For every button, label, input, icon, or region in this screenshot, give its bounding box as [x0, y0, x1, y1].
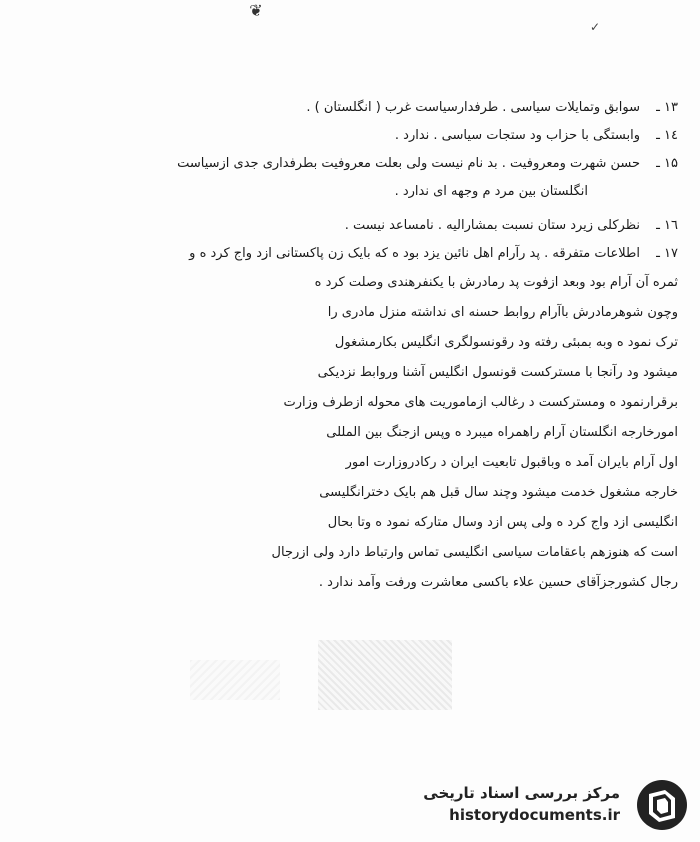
item-text-continued: انگلستان بین مرد م وجهه ای ندارد . [394, 184, 588, 199]
archive-logo-icon [635, 778, 689, 832]
body-line: خارجه مشغول خدمت میشود وچند سال قبل هم بایک دخترانگلیسی [319, 485, 678, 500]
item-number: ۱۳ ـ [656, 100, 678, 115]
watermark-text [405, 782, 620, 826]
watermark-name: مرکز بررسی اسناد تاریخی [423, 784, 620, 802]
body-line: است که هنوزهم باعقامات سیاسی انگلیسی تماس وارتباط دارد ولی ازرجال [271, 545, 678, 560]
body-line: انگلیسی ازد واج کرد ه ولی پس ازد وسال متارکه نمود ه وتا بحال [327, 515, 678, 530]
item-text: وابستگی با حزاب ود ستجات سیاسی . ندارد . [394, 128, 640, 143]
watermark [405, 778, 695, 834]
body-line: ثمره آن آرام بود وبعد ازفوت پد رمادرش با یکنفرهندی وصلت کرد ه [314, 275, 678, 290]
body-line: رجال کشورجزآقای حسین علاء باکسی معاشرت ورفت وآمد ندارد . [318, 575, 678, 590]
body-line: برقرارنمود ه ومسترکست د رغالب ازماموریت های محوله ازطرف وزارت [283, 395, 678, 410]
item-16 [22, 212, 678, 240]
ornament-mark: ❦ [249, 1, 263, 20]
item-number: ۱۷ ـ [656, 246, 678, 261]
item-text: نظرکلی زیرد ستان نسبت بمشارالیه . نامساعد نیست . [344, 218, 640, 233]
body-line: ترک نمود ه وبه بمبئی رفته ود رقونسولگری انگلیس بکارمشغول [334, 335, 678, 350]
faded-stamp [318, 640, 452, 710]
item-17-body [22, 268, 678, 598]
body-line: میشود ود رآنجا با مسترکست قونسول انگلیس آشنا وروابط نزدیکی [317, 365, 678, 380]
item-number: ۱٦ ـ [656, 218, 678, 233]
item-13 [22, 94, 678, 122]
item-text: اطلاعات متفرقه . پد رآرام اهل نائین یزد بود ه که بایک زن پاکستانی ازد واج کرد ه و [189, 246, 640, 261]
item-number: ۱۵ ـ [656, 156, 678, 171]
body-line: امورخارجه انگلستان آرام راهمراه میبرد ه وپس ازجنگ بین المللی [326, 425, 678, 440]
item-number: ۱٤ ـ [656, 128, 678, 143]
item-text: سوابق وتمایلات سیاسی . طرفدارسیاست غرب ( انگلستان ) . [306, 100, 640, 115]
body-line: وچون شوهرمادرش باآرام روابط حسنه ای نداشته منزل مادری را [327, 305, 678, 320]
item-15 [22, 150, 678, 206]
watermark-url: historydocuments.ir [449, 806, 620, 824]
check-mark-icon: ✓ [590, 20, 601, 34]
faded-smudge [190, 660, 280, 700]
body-line: اول آرام بایران آمد ه وباقبول تابعیت ایران د رکادروزارت امور [345, 455, 678, 470]
item-14 [22, 122, 678, 150]
document-body [22, 94, 678, 598]
item-text: حسن شهرت ومعروفیت . بد نام نیست ولی بعلت معروفیت بطرفداری جدی ازسیاست [177, 156, 640, 171]
item-17 [22, 240, 678, 268]
